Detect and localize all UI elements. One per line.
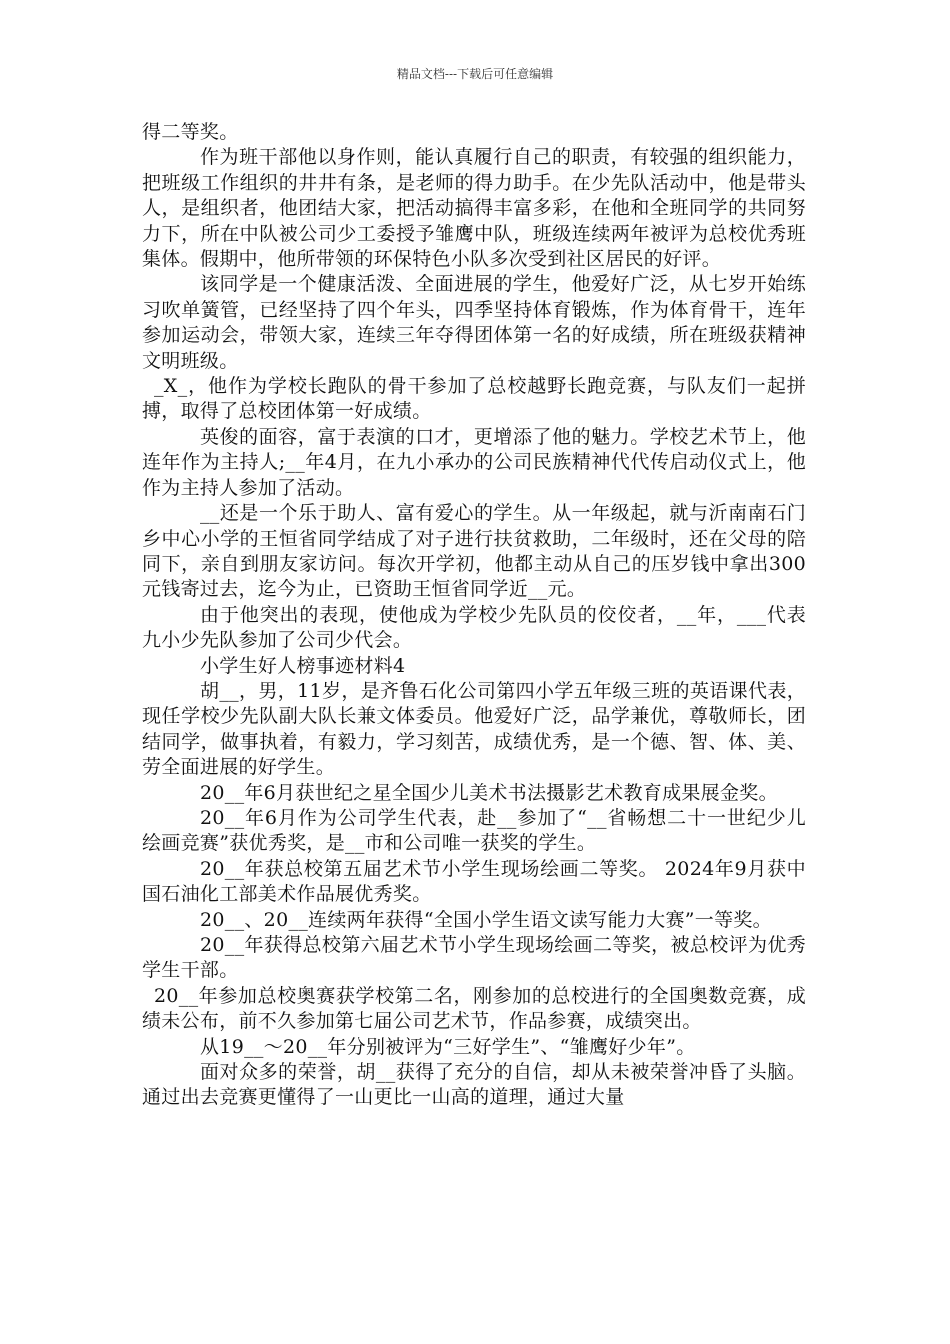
- paragraph: 该同学是一个健康活泼、全面进展的学生，他爱好广泛，从七岁开始练习吹单簧管，已经坚持了四个年头，四季坚持体育锻炼，作为体育骨干，连年参加运动会，带领大家，连续三年夺得团体第一名的好成绩，所在班级获精神文明班级。: [142, 273, 806, 372]
- page-header: 精品文档---下载后可任意编辑: [396, 67, 554, 81]
- paragraph: 得二等奖。: [142, 121, 239, 143]
- section-heading: 小学生好人榜事迹材料4: [200, 654, 406, 677]
- paragraph: 胡__，男，11岁，是齐鲁石化公司第四小学五年级三班的英语课代表，现任学校少先队副大队长兼文体委员。他爱好广泛，品学兼优，尊敬师长，团结同学，做事执着，有毅力，学习刻苦，成绩优秀，是一个德、智、体、美、劳全面进展的好学生。: [142, 679, 806, 779]
- paragraph: 20__年6月获世纪之星全国少儿美术书法摄影艺术教育成果展金奖。: [200, 781, 778, 804]
- paragraph: 20__年获得总校第六届艺术节小学生现场绘画二等奖，被总校评为优秀学生干部。: [142, 934, 806, 982]
- paragraph: 20__年参加总校奥赛获学校第二名，刚参加的总校进行的全国奥数竞赛，成绩未公布，前不久参加第七届公司艺术节，作品参赛，成绩突出。: [142, 984, 806, 1033]
- paragraph: 20__、20__连续两年获得“全国小学生语文读写能力大赛”一等奖。: [200, 908, 772, 931]
- paragraph: _X_，他作为学校长跑队的骨干参加了总校越野长跑竞赛，与队友们一起拼搏，取得了总校团体第一好成绩。: [142, 375, 806, 423]
- paragraph: 20__年6月作为公司学生代表，赴__参加了“__省畅想二十一世纪少儿绘画竞赛”获优秀奖，是__市和公司唯一获奖的学生。: [142, 806, 806, 855]
- paragraph: 面对众多的荣誉，胡__获得了充分的自信，却从未被荣誉冲昏了头脑。通过出去竞赛更懂得了一山更比一山高的道理，通过大量: [142, 1061, 806, 1109]
- document-body: [142, 120, 806, 1111]
- paragraph: 20__年获总校第五届艺术节小学生现场绘画二等奖。 2024年9月获中国石油化工部美术作品展优秀奖。: [142, 857, 806, 906]
- paragraph: 作为班干部他以身作则，能认真履行自己的职责，有较强的组织能力，把班级工作组织的井井有条，是老师的得力助手。在少先队活动中，他是带头人，是组织者，他团结大家，把活动搞得丰富多彩，在他和全班同学的共同努力下，所在中队被公司少工委授予雏鹰中队，班级连续两年被评为总校优秀班集体。假期中，他所带领的环保特色小队多次受到社区居民的好评。: [142, 146, 806, 271]
- paragraph: 从19__～20__年分别被评为“三好学生”、“雏鹰好少年”。: [200, 1035, 696, 1058]
- paragraph: 英俊的面容，富于表演的口才，更增添了他的魅力。学校艺术节上，他连年作为主持人;__年4月，在九小承办的公司民族精神代代传启动仪式上，他作为主持人参加了活动。: [142, 425, 806, 499]
- paragraph: __还是一个乐于助人、富有爱心的学生。从一年级起，就与沂南南石门乡中心小学的王恒省同学结成了对子进行扶贫救助，二年级时，还在父母的陪同下，亲自到朋友家访问。每次开学初，他都主动从自己的压岁钱中拿出300元钱寄过去，迄今为止，已资助王恒省同学近__元。: [142, 502, 806, 601]
- paragraph: 由于他突出的表现，使他成为学校少先队员的佼佼者，__年，___代表九小少先队参加了公司少代会。: [142, 603, 806, 652]
